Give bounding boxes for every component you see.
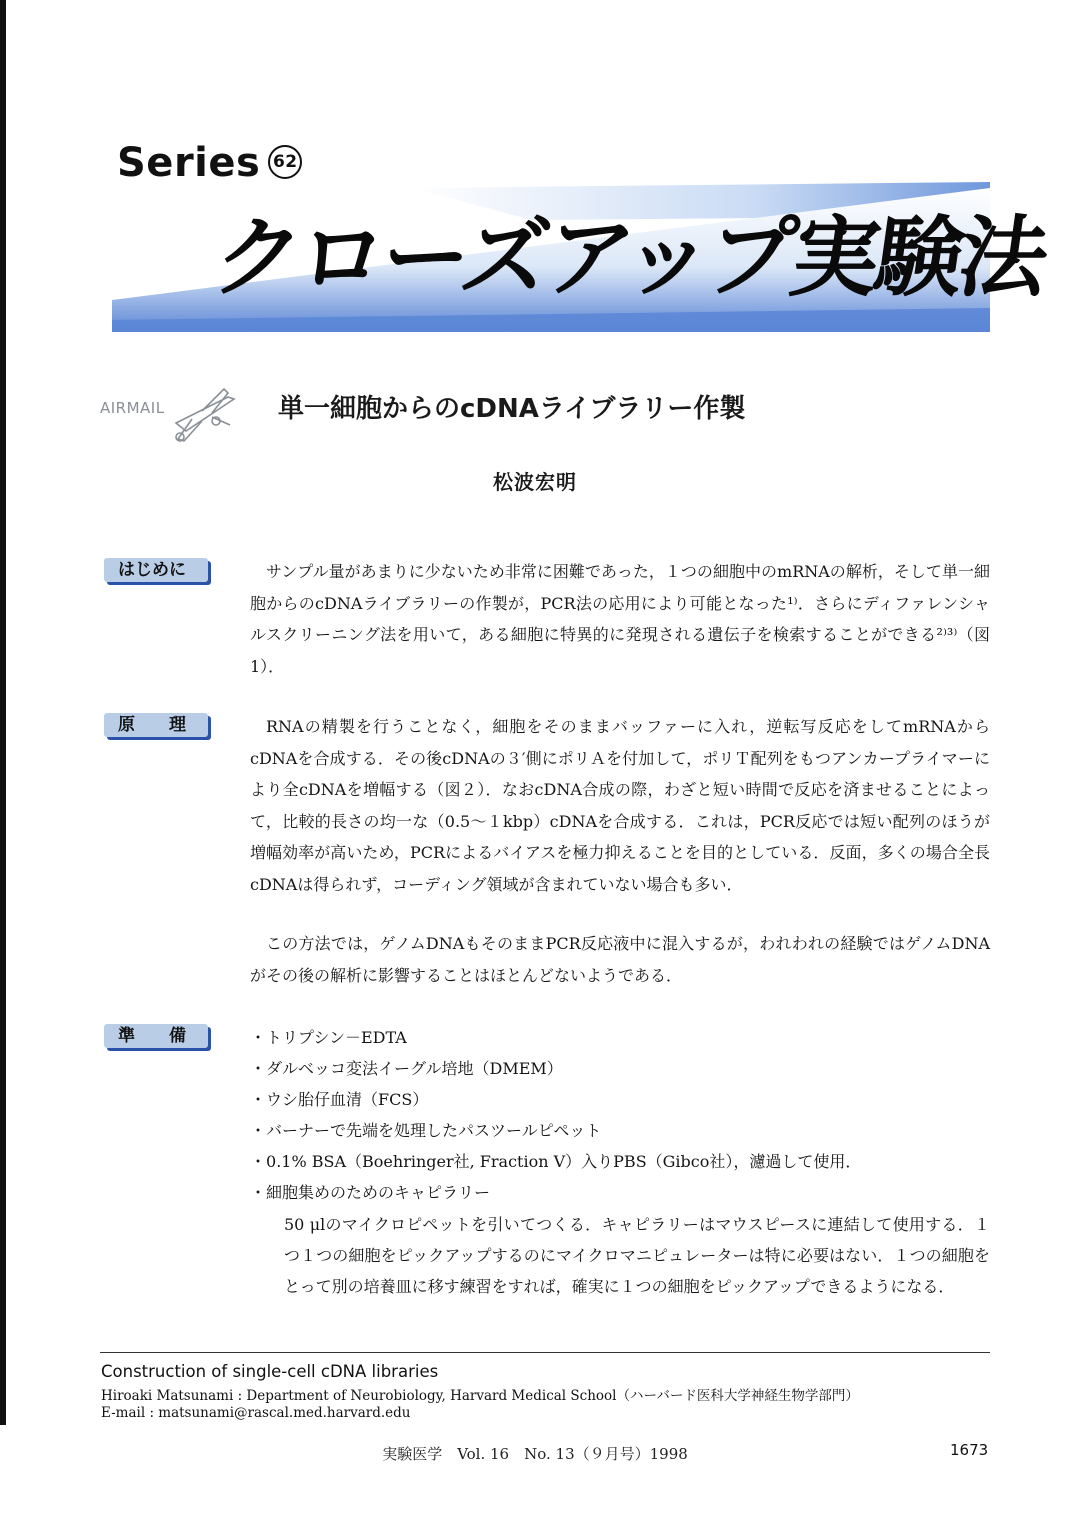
principle-paragraph-2: この方法では，ゲノムDNAもそのままPCR反応液中に混入するが，われわれの経験ではゲノムDNAがその後の解析に影響することはほとんどないようである． xyxy=(250,934,990,985)
airmail-logo xyxy=(100,385,240,445)
materials-list xyxy=(250,1022,990,1208)
page-number: 1673 xyxy=(950,1441,989,1459)
airmail-label: AIRMAIL xyxy=(100,399,165,417)
section-label-char: 理 xyxy=(169,715,186,735)
section-label-char: 準 xyxy=(118,1026,135,1046)
list-item: ・ 細胞集めのためのキャピラリー xyxy=(250,1177,990,1208)
series-number-badge: 62 xyxy=(268,145,302,179)
banner-title: クローズアップ実験法 xyxy=(206,206,1051,309)
list-item: ・ ウシ胎仔血清（FCS） xyxy=(250,1084,990,1115)
page-edge-bar xyxy=(0,0,6,1425)
section-label-principle xyxy=(104,713,208,737)
section-label-preparation xyxy=(104,1024,208,1048)
intro-paragraph: サンプル量があまりに少ないため非常に困難であった，１つの細胞中のmRNAの解析，そして単一細胞からのcDNAライブラリーの作製が，PCR法の応用により可能となった¹⁾．さらにディファレンシャルスクリーニング法を用いて，ある細胞に特異的に発現される遺伝子を検索することができる²⁾³⁾（図1）． xyxy=(250,562,990,676)
article-title: 単一細胞からのcDNAライブラリー作製 xyxy=(278,394,746,424)
section-label-intro xyxy=(104,558,208,582)
section-label-text: はじめに xyxy=(118,560,186,580)
airplane-icon xyxy=(172,387,238,443)
series-label-text: Series xyxy=(117,140,261,186)
list-item: ・ 0.1% BSA（Boehringer社, Fraction V）入りPBS（Gibco社），濾過して使用． xyxy=(250,1146,990,1177)
list-item: ・ トリプシン－EDTA xyxy=(250,1022,990,1053)
capillary-note: 50 μlのマイクロピペットを引いてつくる．キャピラリーはマウスピースに連結して使用する．１つ１つの細胞をピックアップするのにマイクロマニピュレーターは特に必要はない．１つの細胞をとって別の培養皿に移す練習をすれば，確実に１つの細胞をピックアップできるようになる． xyxy=(284,1215,990,1296)
footer-divider xyxy=(100,1352,990,1353)
english-title: Construction of single-cell cDNA libraries xyxy=(101,1362,439,1381)
list-item: ・ バーナーで先端を処理したパスツールピペット xyxy=(250,1115,990,1146)
principle-paragraph-1: RNAの精製を行うことなく，細胞をそのままバッファーに入れ，逆転写反応をしてmRNAからcDNAを合成する．その後cDNAの３′側にポリＡを付加して，ポリＴ配列をもつアンカープライマーにより全cDNAを増幅する（図２）．なおcDNA合成の際，わざと短い時間で反応を済ませることによって，比較的長さの均一な（0.5～１kbp）cDNAを合成する．これは，PCR反応では短い配列のほうが増幅効率が高いため，PCRによるバイアスを極力抑えることを目的としている．反面，多くの場合全長cDNAは得られず，コーディング領域が含まれていない場合も多い． xyxy=(250,717,990,894)
author-affiliation: Hiroaki Matsunami : Department of Neurobiology, Harvard Medical School（ハーバード医科大学神経生物学部門） xyxy=(101,1388,859,1404)
author-email: E-mail : matsunami@rascal.med.harvard.edu xyxy=(101,1405,411,1421)
section-label-char: 備 xyxy=(169,1026,186,1046)
journal-citation: 実験医学 Vol. 16 No. 13（９月号）1998 xyxy=(382,1445,688,1463)
author-name: 松波宏明 xyxy=(493,470,577,494)
list-item: ・ ダルベッコ変法イーグル培地（DMEM） xyxy=(250,1053,990,1084)
section-label-char: 原 xyxy=(118,715,135,735)
